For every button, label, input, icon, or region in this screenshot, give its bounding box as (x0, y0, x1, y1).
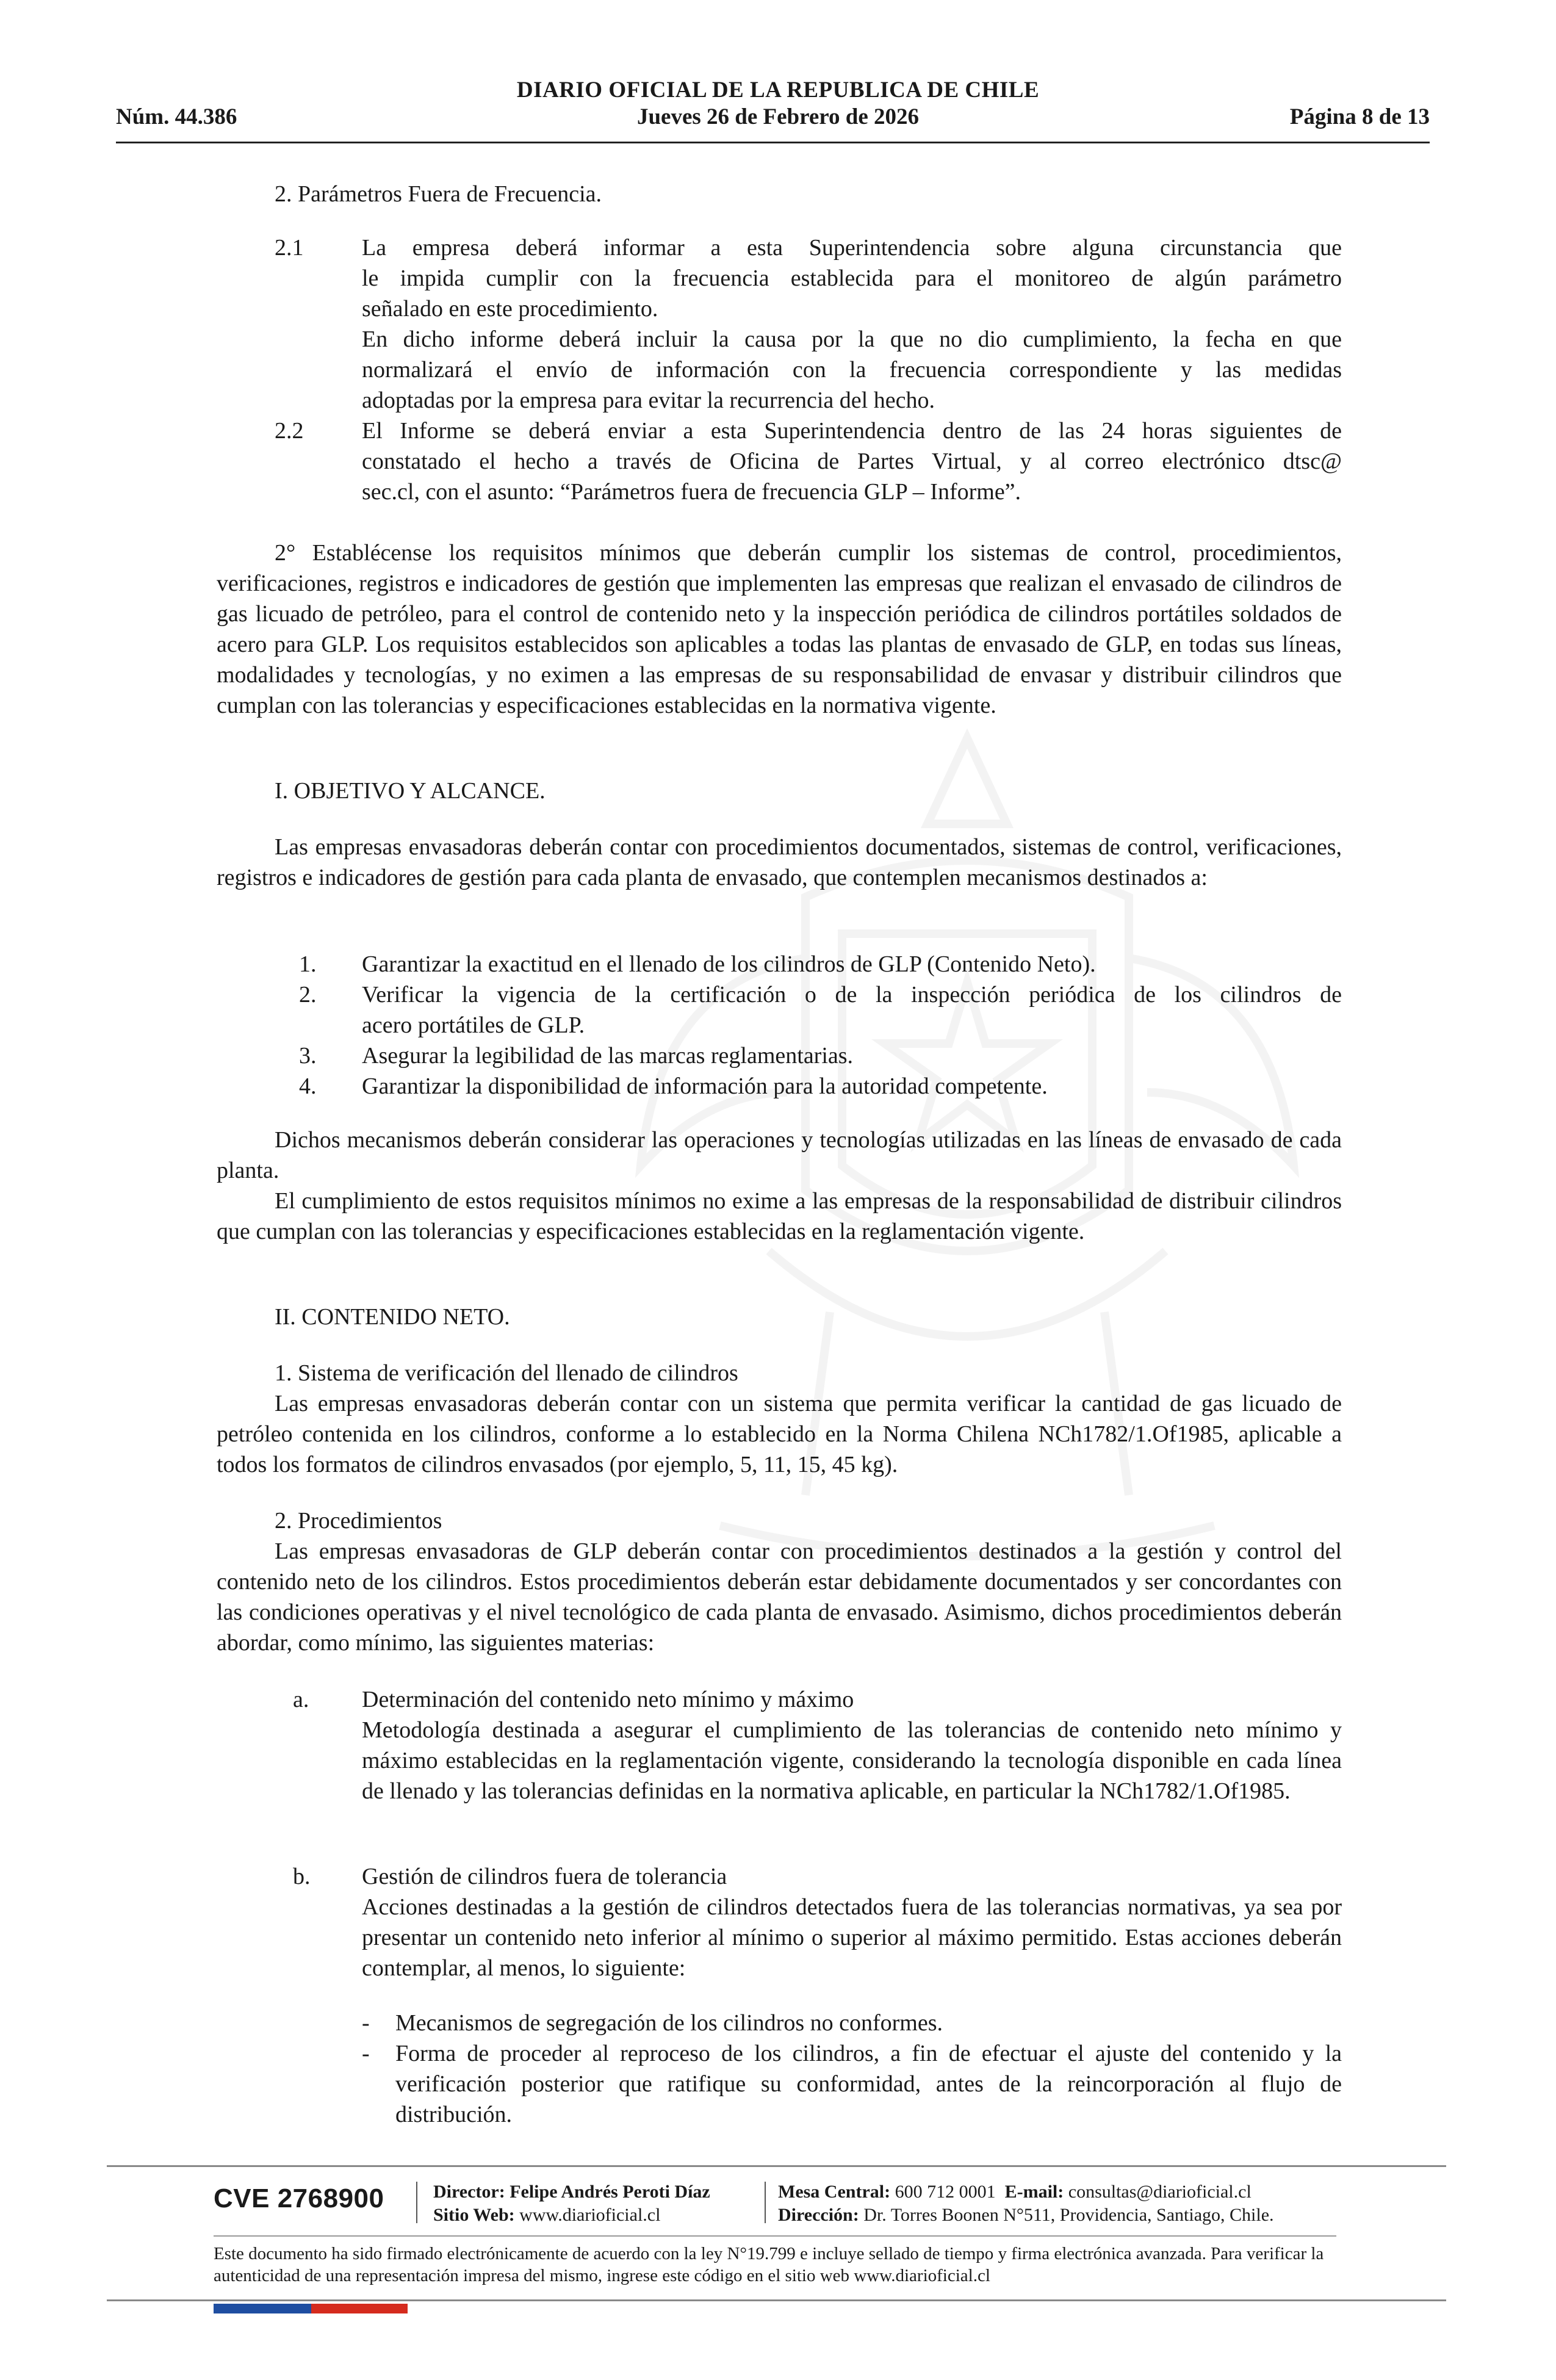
legal-notice: Este documento ha sido firmado electrónicamente de acuerdo con la ley N°19.799 e incluye sellado de tiempo y firma electrónica avanzada. Para verificar la autenticidad de una representación impresa del mismo, ingrese este código en el sitio web www.diarioficial.cl (214, 2244, 1324, 2285)
page-number: Página 8 de 13 (1289, 104, 1430, 129)
website-info (433, 2204, 660, 2227)
dash-bullet: - (362, 2041, 370, 2066)
section-heading: II. CONTENIDO NETO. (275, 1304, 510, 1330)
dash-item: Mecanismos de segregación de los cilindros no conformes. (395, 2010, 943, 2036)
central-phone: 600 712 0001 (895, 2182, 996, 2202)
header-divider (116, 142, 1430, 143)
paragraph-line: le impida cumplir con la frecuencia establecida para el monitoreo de algún parámetro (362, 265, 1342, 291)
subsection-title: 1. Sistema de verificación del llenado de cilindros (275, 1360, 738, 1386)
issue-date: Jueves 26 de Febrero de 2026 (636, 104, 920, 129)
flag-stripe-blue (214, 2304, 311, 2313)
list-number: 3. (299, 1043, 317, 1069)
paragraph-line: El Informe se deberá enviar a esta Superintendencia dentro de las 24 horas siguientes de (362, 418, 1342, 444)
list-item-continuation: acero portátiles de GLP. (362, 1012, 585, 1038)
list-item: Verificar la vigencia de la certificación o de la inspección periódica de los cilindros de (362, 982, 1342, 1008)
contact-info (778, 2180, 1252, 2204)
paragraph-line: señalado en este procedimiento. (362, 296, 658, 322)
paragraph-line: normalizará el envío de información con la frecuencia correspondiente y las medidas (362, 357, 1342, 383)
website-link[interactable]: www.diarioficial.cl (519, 2205, 661, 2225)
address-value: Dr. Torres Boonen N°511, Providencia, Santiago, Chile. (863, 2205, 1274, 2225)
footer-separator (416, 2182, 417, 2223)
item-number: 2.2 (275, 418, 304, 444)
section-heading: I. OBJETIVO Y ALCANCE. (275, 778, 546, 804)
paragraph-line: constatado el hecho a través de Oficina de Partes Virtual, y al correo electrónico dtsc@ (362, 449, 1342, 474)
paragraph: 2° Establécense los requisitos mínimos que deberán cumplir los sistemas de control, procedimientos, verificaciones, registros e indicadores de gestión que implementen las empresas que realizan el envasado de cilindros de gas licuado de petróleo, para el control de contenido neto y la inspección periódica de cilindros portátiles soldados de acero para GLP. Los requisitos establecidos son aplicables a todas las plantas de envasado de GLP, en todas sus líneas, modalidades y tecnologías, y no eximen a las empresas de su responsabilidad de envasar y distribuir cilindros que cumplan con las tolerancias y especificaciones establecidas en la normativa vigente. (217, 540, 1342, 718)
paragraph-line: La empresa deberá informar a esta Superintendencia sobre alguna circunstancia que (362, 235, 1342, 261)
central-label: Mesa Central: (778, 2182, 891, 2202)
item-text: Acciones destinadas a la gestión de cilindros detectados fuera de las tolerancias normativas, ya sea por presentar un contenido neto inferior al mínimo o superior al máximo permitido. Estas acciones deberán contemplar, al menos, lo siguiente: (362, 1894, 1342, 1981)
item-letter: a. (293, 1687, 309, 1712)
dash-bullet: - (362, 2010, 370, 2036)
email-link[interactable]: consultas@diarioficial.cl (1068, 2182, 1252, 2202)
paragraph: Las empresas envasadoras deberán contar con un sistema que permita verificar la cantidad de gas licuado de petróleo contenida en los cilindros, conforme a lo establecido en la Norma Chilena NCh1782/1.Of1985, aplicable a todos los formatos de cilindros envasados (por ejemplo, 5, 11, 15, 45 kg). (217, 1391, 1342, 1477)
item-text: Metodología destinada a asegurar el cumplimiento de las tolerancias de contenido neto mínimo y máximo establecidas en la reglamentación vigente, considerando la tecnología disponible en cada línea de llenado y las tolerancias definidas en la normativa aplicable, en particular la NCh1782/1.Of1985. (362, 1717, 1342, 1804)
footer-divider (214, 2235, 1336, 2237)
address-info (778, 2204, 1274, 2227)
cve-code: CVE 2768900 (214, 2183, 384, 2213)
paragraph: El cumplimiento de estos requisitos mínimos no exime a las empresas de la responsabilidad de distribuir cilindros que cumplan con las tolerancias y especificaciones establecidas en la reglamentación vigente. (217, 1188, 1342, 1244)
item-number: 2.1 (275, 235, 304, 261)
director-info (433, 2180, 710, 2204)
list-number: 4. (299, 1073, 317, 1099)
list-item: Asegurar la legibilidad de las marcas reglamentarias. (362, 1043, 854, 1069)
footer-divider (107, 2299, 1446, 2301)
paragraph: Dichos mecanismos deberán considerar las operaciones y tecnologías utilizadas en las líneas de envasado de cada planta. (217, 1127, 1342, 1183)
subsection-title: 2. Procedimientos (275, 1508, 442, 1534)
item-title: Gestión de cilindros fuera de tolerancia (362, 1864, 727, 1889)
address-label: Dirección: (778, 2205, 859, 2225)
email-label: E-mail: (1004, 2182, 1064, 2202)
list-number: 2. (299, 982, 317, 1008)
paragraph-line: En dicho informe deberá incluir la causa por la que no dio cumplimiento, la fecha en que (362, 326, 1342, 352)
footer-separator (765, 2182, 766, 2223)
list-item: Garantizar la disponibilidad de información para la autoridad competente. (362, 1073, 1048, 1099)
flag-stripe-red (311, 2304, 408, 2313)
director-label: Director: Felipe Andrés Peroti Díaz (433, 2182, 710, 2202)
paragraph: Las empresas envasadoras deberán contar con procedimientos documentados, sistemas de control, verificaciones, registros e indicadores de gestión para cada planta de envasado, que contemplen mecanismos destinados a: (217, 834, 1342, 890)
dash-item: Forma de proceder al reproceso de los cilindros, a fin de efectuar el ajuste del contenido y la verificación posterior que ratifique su conformidad, antes de la reincorporación al flujo de distribución. (395, 2041, 1342, 2127)
list-item: Garantizar la exactitud en el llenado de los cilindros de GLP (Contenido Neto). (362, 951, 1096, 977)
paragraph-line: sec.cl, con el asunto: “Parámetros fuera de frecuencia GLP – Informe”. (362, 479, 1021, 505)
issue-number: Núm. 44.386 (116, 104, 237, 129)
footer-divider (107, 2165, 1446, 2167)
paragraph: Las empresas envasadoras de GLP deberán contar con procedimientos destinados a la gestión y control del contenido neto de los cilindros. Estos procedimientos deberán estar debidamente documentados y ser concordantes con las condiciones operativas y el nivel tecnológico de cada planta de envasado. Asimismo, dichos procedimientos deberán abordar, como mínimo, las siguientes materias: (217, 1538, 1342, 1656)
list-number: 1. (299, 951, 317, 977)
section-title: 2. Parámetros Fuera de Frecuencia. (275, 181, 602, 207)
website-label: Sitio Web: (433, 2205, 515, 2225)
item-title: Determinación del contenido neto mínimo y máximo (362, 1687, 854, 1712)
item-letter: b. (293, 1864, 311, 1889)
paragraph-line: adoptadas por la empresa para evitar la recurrencia del hecho. (362, 388, 935, 413)
newspaper-title: DIARIO OFICIAL DE LA REPUBLICA DE CHILE (516, 78, 1040, 103)
